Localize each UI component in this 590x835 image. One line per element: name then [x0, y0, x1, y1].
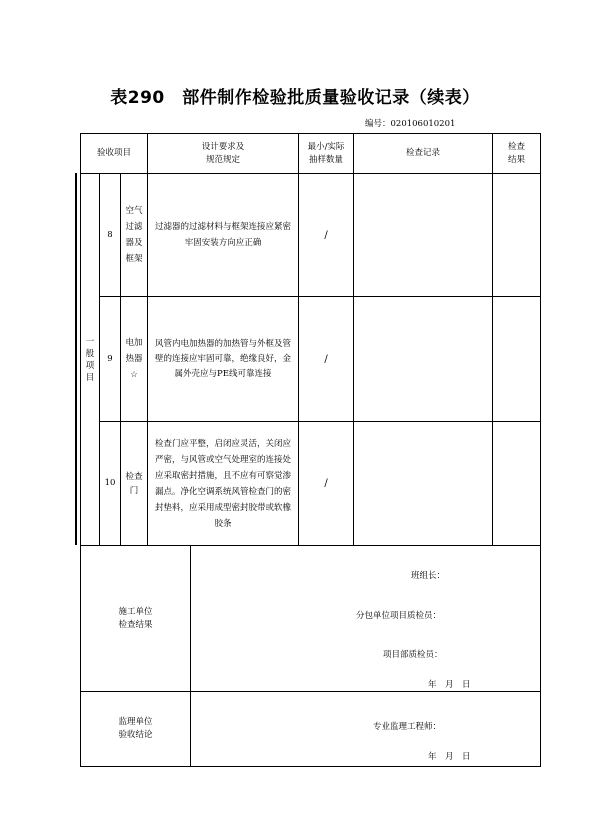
requirement-line: 壁的连接应牢固可靠，绝缘良好，金 — [154, 353, 291, 364]
requirement-line: 胶条 — [214, 518, 232, 529]
header-design-requirement-line1: 设计要求及 — [201, 141, 245, 152]
header-sample-count-line1: 最小/实际 — [307, 141, 345, 152]
header-inspection-result — [493, 134, 540, 173]
requirement-line: 风管内电加热器的加热管与外框及管 — [154, 338, 291, 349]
row-inspection-record[interactable] — [354, 174, 492, 296]
requirement-line: 牢固安装方向应正确 — [184, 238, 262, 248]
row-inspection-result[interactable] — [493, 174, 540, 296]
header-inspection-result-line2: 结果 — [507, 154, 525, 165]
row-inspection-result[interactable] — [493, 297, 540, 421]
requirement-line: 封垫料，应采用成型密封胶带或软橡 — [154, 502, 291, 513]
sub-inspector-label: 分包单位项目质检员： — [356, 611, 442, 621]
requirement-line: 应采取密封措施，且不应有可察觉渗 — [154, 470, 291, 481]
row-sample-count: / — [324, 478, 328, 489]
group-label-char: 般 — [85, 348, 95, 359]
construction-date: 年 月 日 — [428, 680, 471, 690]
header-inspection-record: 检查记录 — [405, 148, 440, 158]
header-inspection-result-line1: 检查 — [507, 141, 525, 152]
construction-unit-label — [81, 546, 190, 691]
row-requirement — [148, 422, 298, 545]
row-number: 10 — [104, 478, 116, 488]
header-design-requirement — [148, 134, 298, 173]
supervision-date: 年 月 日 — [428, 752, 471, 762]
document-code: 编号：020106010201 — [365, 119, 456, 129]
group-label-char: 一 — [85, 336, 95, 347]
requirement-line: 漏点。净化空调系统风管检查门的密 — [154, 486, 291, 497]
item-name-line: 电加 — [125, 338, 143, 348]
row-sample-count: / — [324, 353, 328, 365]
item-name-line: 检查 — [125, 471, 143, 482]
supervision-label-line1: 监理单位 — [118, 717, 153, 727]
requirement-line: 过滤器的过滤材料与框架连接应紧密 — [154, 222, 291, 232]
item-name-line: 器及 — [125, 238, 143, 248]
row-item-name — [121, 174, 147, 296]
project-inspector-label: 项目部质检员： — [383, 650, 443, 660]
row-inspection-record[interactable] — [354, 297, 492, 421]
row-number: 8 — [107, 229, 113, 240]
row-inspection-result[interactable] — [493, 422, 540, 545]
requirement-line: 严密，与风管或空气处理室的连接处 — [154, 454, 291, 465]
row-number: 9 — [107, 353, 113, 364]
group-label-char: 项 — [85, 360, 95, 371]
item-name-line: 门 — [129, 485, 139, 496]
row-item-name — [121, 297, 147, 421]
construction-label-line2: 检查结果 — [118, 619, 153, 630]
row-item-name — [121, 422, 147, 545]
construction-label-line1: 施工单位 — [118, 606, 153, 617]
item-name-line: 框架 — [125, 254, 143, 264]
row-inspection-record[interactable] — [354, 422, 492, 545]
requirement-line: 属外壳应与PE线可靠连接 — [174, 368, 272, 379]
header-acceptance-item: 验收项目 — [96, 148, 131, 158]
group-label-char: 目 — [85, 372, 95, 383]
requirement-line: 检查门应平整，启闭应灵活，关闭应 — [154, 438, 291, 449]
header-design-requirement-line2: 规范规定 — [205, 154, 240, 165]
row-requirement — [148, 174, 298, 296]
supervision-engineer-label: 专业监理工程师： — [373, 722, 442, 732]
row-requirement — [148, 297, 298, 421]
document-title: 表290 部件制作检验批质量验收记录（续表） — [110, 88, 480, 108]
general-items-label — [81, 174, 99, 545]
team-leader-label: 班组长： — [411, 571, 446, 581]
row-sample-count: / — [324, 229, 328, 241]
item-name-line: 过滤 — [125, 222, 143, 232]
item-name-line: 热器 — [125, 354, 143, 364]
item-name-line: 空气 — [125, 206, 143, 216]
header-sample-count-line2: 抽样数量 — [308, 154, 343, 165]
item-name-line: ☆ — [130, 370, 138, 380]
supervision-unit-label — [81, 692, 190, 766]
header-sample-count — [299, 134, 353, 173]
supervision-label-line2: 验收结论 — [118, 730, 153, 740]
